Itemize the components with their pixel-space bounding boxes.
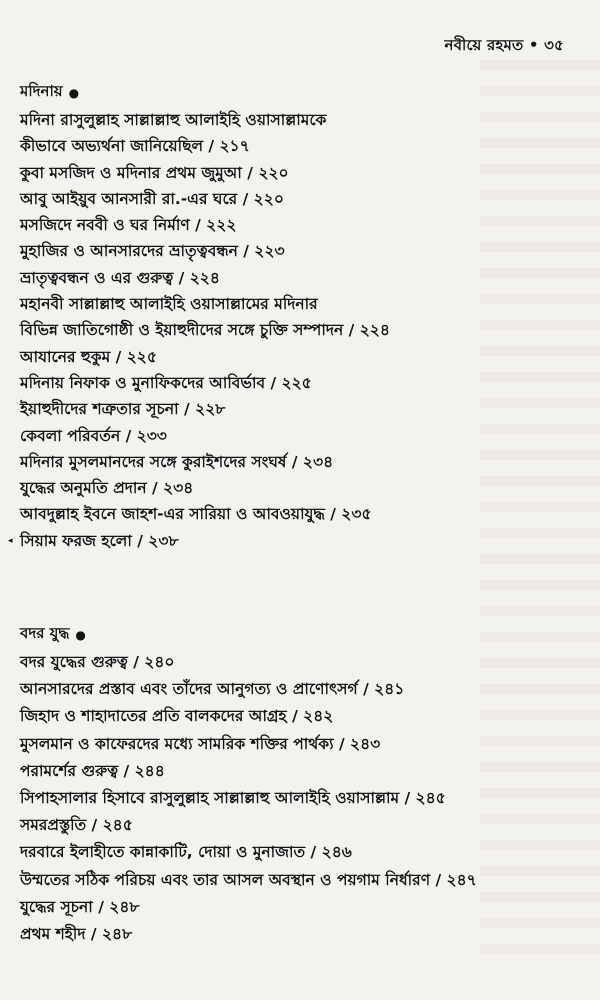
bullet-icon: ●	[68, 85, 80, 100]
toc-entry: মদিনায় নিফাক ও মুনাফিকদের আবির্ভাব / ২২৫	[20, 373, 312, 392]
toc-entry: যুদ্ধের অনুমতি প্রদান / ২৩৪	[20, 479, 194, 498]
toc-entry: কীভাবে অভ্যর্থনা জানিয়েছিল / ২১৭	[20, 137, 250, 156]
section-title: বদর যুদ্ধ ●	[20, 624, 86, 642]
toc-entry: ভ্রাতৃত্ববন্ধন ও এর গুরুত্ব / ২২৪	[20, 268, 220, 287]
toc-entry: আবু আইয়ুব আনসারী রা.-এর ঘরে / ২২০	[20, 189, 284, 208]
toc-entry: উম্মতের সঠিক পরিচয় এবং তার আসল অবস্থান ও পয়গাম নির্ধারণ / ২৪৭	[20, 870, 477, 889]
toc-entry: মহানবী সাল্লাল্লাহু আলাইহি ওয়াসাল্লামের মদিনার	[20, 295, 318, 314]
toc-entry: মুসলমান ও কাফেরদের মধ্যে সামরিক শক্তির পার্থক্য / ২৪৩	[20, 734, 381, 753]
toc-entry: জিহাদ ও শাহাদাতের প্রতি বালকদের আগ্রহ / ২৪২	[20, 707, 334, 726]
toc-entry: আযানের হুকুম / ২২৫	[20, 347, 157, 366]
toc-entry: আবদুল্লাহ ইবনে জাহশ-এর সারিয়া ও আবওয়াযুদ্ধ / ২৩৫	[20, 505, 372, 524]
toc-entry: মদিনার মুসলমানদের সঙ্গে কুরাইশদের সংঘর্ষ / ২৩৪	[20, 452, 334, 471]
toc-entry: ◂ সিয়াম ফরজ হলো / ২৩৮	[20, 528, 580, 554]
toc-entry: মুহাজির ও আনসারদের ভ্রাতৃত্ববন্ধন / ২২৩	[20, 242, 285, 261]
toc-entry: দরবারে ইলাহীতে কান্নাকাটি, দোয়া ও মুনাজাত / ২৪৬	[20, 843, 352, 862]
toc-entry: মদিনা রাসুলুল্লাহ সাল্লাল্লাহু আলাইহি ওয়াসাল্লামকে	[20, 111, 327, 129]
toc-entry: মসজিদে নববী ও ঘর নির্মাণ / ২২২	[20, 216, 237, 235]
toc-entry: যুদ্ধের সূচনা / ২৪৮	[20, 897, 140, 916]
running-header: নবীয়ে রহমত • ৩৫	[444, 36, 564, 54]
pointer-mark-icon: ◂	[8, 535, 13, 546]
section-madina	[8, 80, 580, 554]
toc-entry: কেবলা পরিবর্তন / ২৩৩	[20, 426, 167, 445]
toc-entry: আনসারদের প্রস্তাব এবং তাঁদের আনুগত্য ও প্রাণোৎসর্গ / ২৪১	[20, 680, 405, 699]
toc-entry: সমরপ্রস্তুতি / ২৪৫	[20, 816, 133, 835]
toc-entry: সিপাহসালার হিসাবে রাসুলুল্লাহ সাল্লাল্লাহু আলাইহি ওয়াসাল্লাম / ২৪৫	[20, 789, 446, 808]
toc-entry: ইয়াহুদীদের শত্রুতার সূচনা / ২২৮	[20, 400, 226, 419]
toc-entry: প্রথম শহীদ / ২৪৮	[20, 925, 133, 944]
toc-entry: কুবা মসজিদ ও মদিনার প্রথম জুমুআ / ২২০	[20, 163, 289, 182]
toc-entry: বদর যুদ্ধের গুরুত্ব / ২৪০	[20, 653, 175, 671]
toc-entry: বিভিন্ন জাতিগোষ্ঠী ও ইয়াহুদীদের সঙ্গে চুক্তি সম্পাদন / ২২৪	[20, 321, 390, 340]
bullet-icon: ●	[75, 627, 86, 642]
section-badr	[20, 622, 580, 948]
toc-entry: পরামর্শের গুরুত্ব / ২৪৪	[20, 761, 165, 780]
section-title: মদিনায় ●	[20, 82, 80, 100]
